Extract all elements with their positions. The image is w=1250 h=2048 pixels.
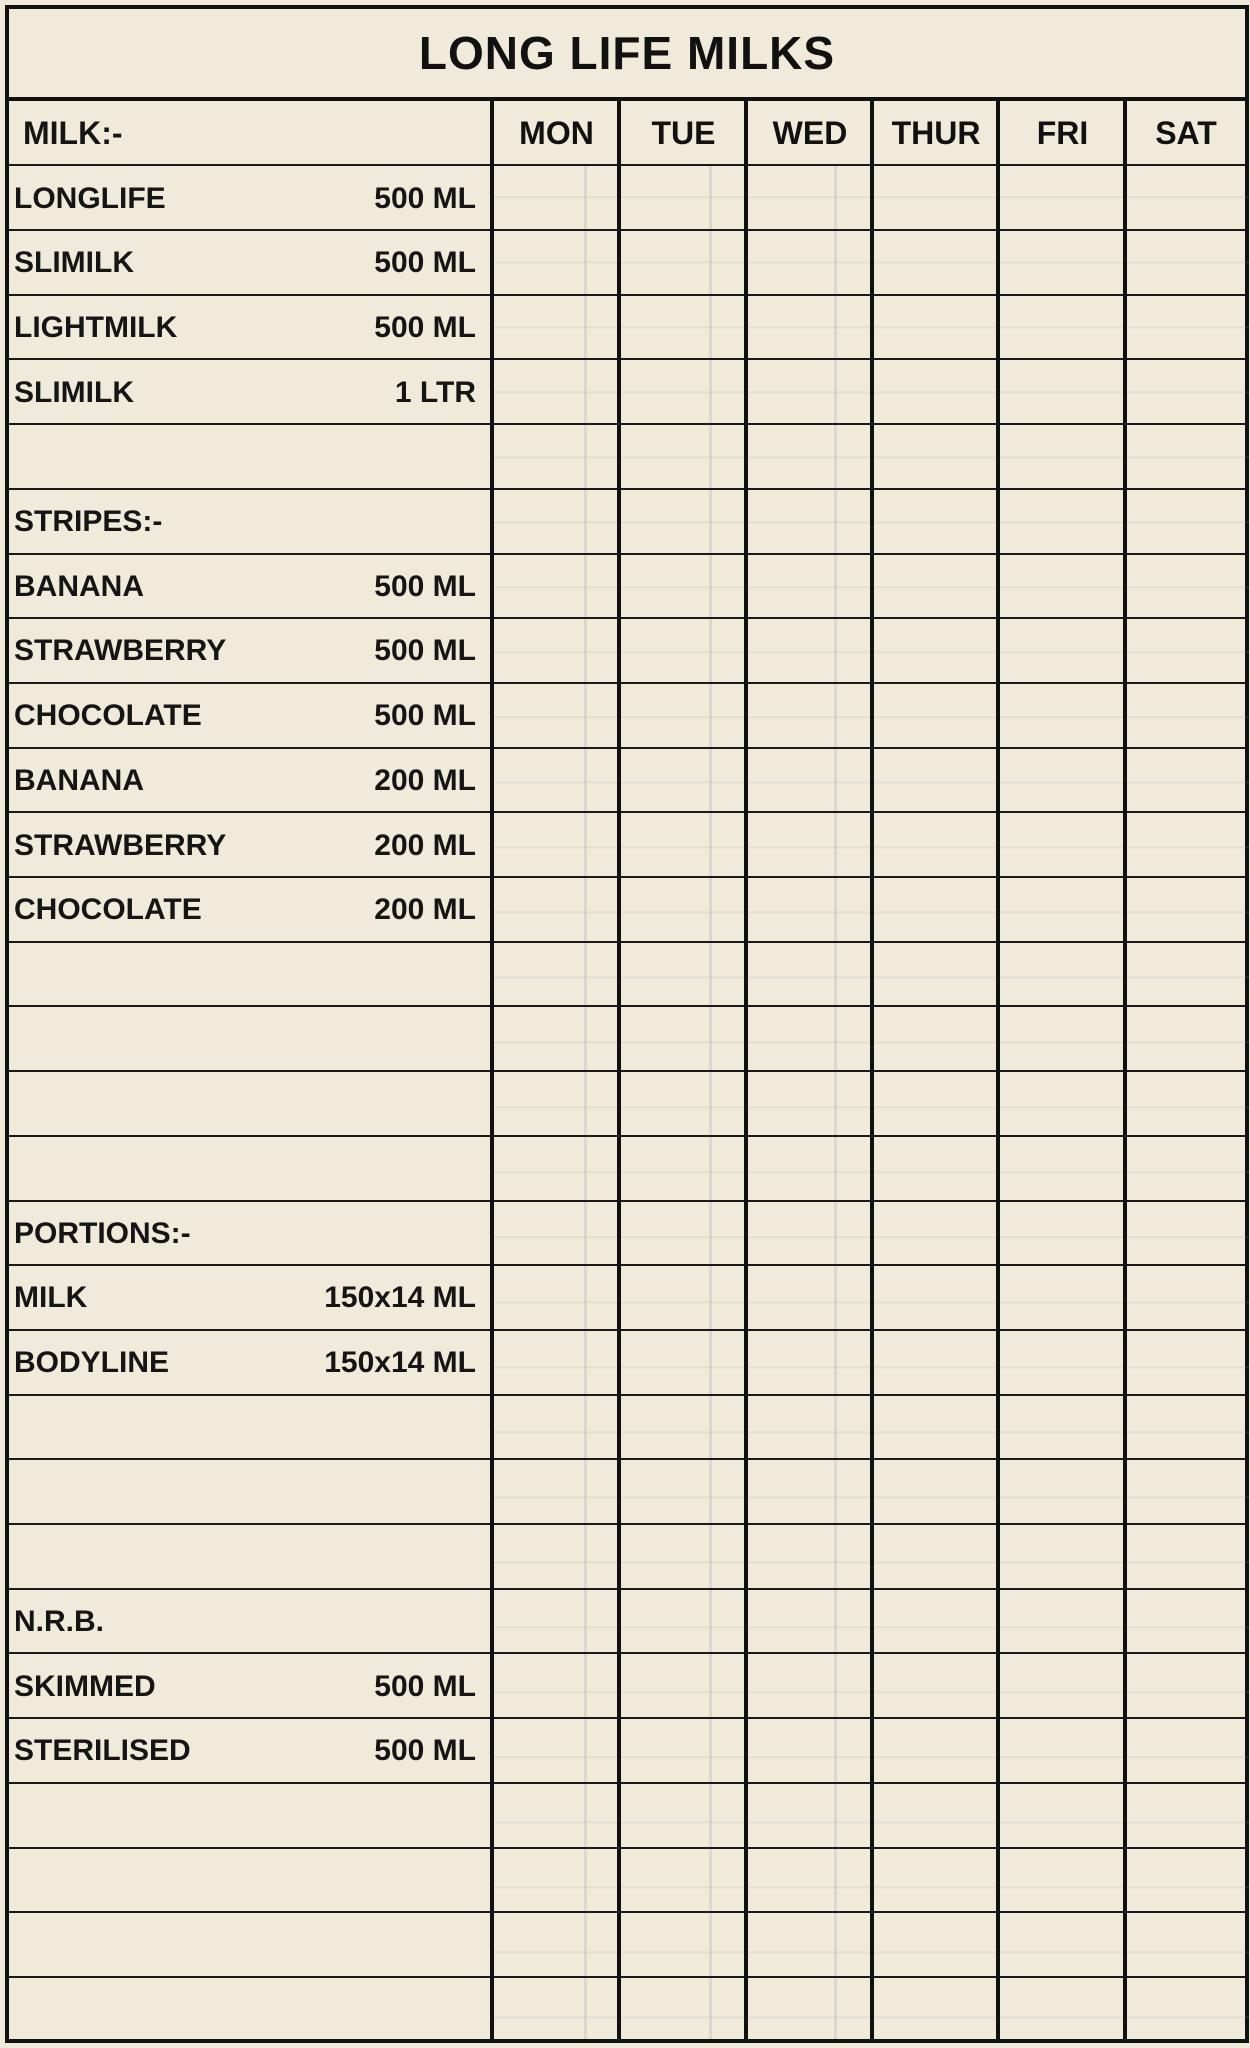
product-name: MILK (14, 1281, 88, 1315)
order-cell-sat[interactable] (1127, 1266, 1245, 1331)
order-cell-mon[interactable] (494, 1137, 617, 1202)
order-cell-sat[interactable] (1127, 1589, 1245, 1654)
order-cell-wed[interactable] (748, 554, 870, 619)
product-row (9, 360, 1245, 425)
order-cell-sat[interactable] (1127, 1072, 1245, 1137)
order-cell-thur[interactable] (874, 1201, 996, 1266)
order-cell-thur[interactable] (874, 748, 996, 813)
order-cell-sat[interactable] (1127, 1007, 1245, 1072)
product-name: LIGHTMILK (14, 310, 178, 344)
order-cell-fri[interactable] (1000, 1331, 1123, 1396)
day-header-sat: SAT (1155, 115, 1217, 151)
product-label-cell (9, 1913, 490, 1978)
order-cell-sat[interactable] (1127, 619, 1245, 684)
product-quantity: 150x14 ML (324, 1346, 476, 1380)
product-quantity: 500 ML (374, 634, 476, 668)
product-label-cell (9, 1072, 490, 1137)
order-cell-wed[interactable] (748, 295, 870, 360)
product-row (9, 748, 1245, 813)
order-cell-mon[interactable] (494, 1007, 617, 1072)
order-cell-mon[interactable] (494, 684, 617, 749)
order-cell-sat[interactable] (1127, 295, 1245, 360)
section-row (9, 1201, 1245, 1266)
product-row (9, 813, 1245, 878)
order-cell-wed[interactable] (748, 1331, 870, 1396)
order-cell-thur[interactable] (874, 1137, 996, 1202)
order-cell-fri[interactable] (1000, 1719, 1123, 1784)
order-cell-fri[interactable] (1000, 684, 1123, 749)
product-quantity: 500 ML (374, 181, 476, 215)
order-cell-tue[interactable] (621, 1978, 744, 2043)
product-row (9, 619, 1245, 684)
product-label-cell (9, 1395, 490, 1460)
order-cell-fri[interactable] (1000, 1395, 1123, 1460)
order-cell-tue[interactable] (621, 1395, 744, 1460)
order-cell-fri[interactable] (1000, 1007, 1123, 1072)
order-cell-thur[interactable] (874, 360, 996, 425)
product-name: BANANA (14, 763, 144, 797)
product-name: STERILISED (14, 1734, 191, 1768)
product-quantity: 200 ML (374, 763, 476, 797)
order-cell-mon[interactable] (494, 1395, 617, 1460)
order-cell-fri[interactable] (1000, 231, 1123, 296)
order-cell-sat[interactable] (1127, 942, 1245, 1007)
blank-row (9, 1460, 1245, 1525)
product-label-cell (9, 1784, 490, 1849)
order-cell-thur[interactable] (874, 942, 996, 1007)
blank-row (9, 1072, 1245, 1137)
order-cell-wed[interactable] (748, 1395, 870, 1460)
order-cell-tue[interactable] (621, 1589, 744, 1654)
day-header-mon: MON (519, 115, 594, 151)
order-cell-wed[interactable] (748, 231, 870, 296)
product-row (9, 878, 1245, 943)
product-name: SLIMILK (14, 246, 134, 280)
order-cell-thur[interactable] (874, 684, 996, 749)
order-cell-thur[interactable] (874, 425, 996, 490)
product-row (9, 1719, 1245, 1784)
order-cell-thur[interactable] (874, 1589, 996, 1654)
blank-row (9, 1913, 1245, 1978)
order-cell-wed[interactable] (748, 748, 870, 813)
order-cell-mon[interactable] (494, 554, 617, 619)
order-cell-mon[interactable] (494, 1072, 617, 1137)
order-cell-mon[interactable] (494, 1913, 617, 1978)
product-name: LONGLIFE (14, 181, 166, 215)
order-cell-fri[interactable] (1000, 942, 1123, 1007)
order-cell-tue[interactable] (621, 1848, 744, 1913)
product-label-cell (9, 1007, 490, 1072)
order-cell-thur[interactable] (874, 1913, 996, 1978)
order-cell-tue[interactable] (621, 166, 744, 231)
order-cell-tue[interactable] (621, 1201, 744, 1266)
order-cell-thur[interactable] (874, 554, 996, 619)
order-cell-sat[interactable] (1127, 360, 1245, 425)
order-cell-wed[interactable] (748, 619, 870, 684)
order-cell-fri[interactable] (1000, 1913, 1123, 1978)
order-cell-fri[interactable] (1000, 619, 1123, 684)
product-quantity: 500 ML (374, 699, 476, 733)
product-label-cell (9, 1978, 490, 2043)
order-cell-tue[interactable] (621, 1266, 744, 1331)
order-cell-fri[interactable] (1000, 166, 1123, 231)
column-divider (996, 101, 1000, 2039)
order-cell-tue[interactable] (621, 1007, 744, 1072)
order-cell-mon[interactable] (494, 942, 617, 1007)
order-cell-tue[interactable] (621, 1654, 744, 1719)
day-header-wed: WED (772, 115, 848, 151)
section-heading: STRIPES:- (14, 505, 163, 538)
order-cell-mon[interactable] (494, 619, 617, 684)
product-label-cell (9, 1460, 490, 1525)
column-divider (744, 101, 748, 2039)
order-cell-thur[interactable] (874, 1331, 996, 1396)
order-cell-wed[interactable] (748, 1784, 870, 1849)
product-row (9, 231, 1245, 296)
order-cell-tue[interactable] (621, 1460, 744, 1525)
order-cell-mon[interactable] (494, 166, 617, 231)
product-row (9, 554, 1245, 619)
order-cell-fri[interactable] (1000, 1589, 1123, 1654)
blank-row (9, 1395, 1245, 1460)
order-cell-thur[interactable] (874, 166, 996, 231)
order-cell-sat[interactable] (1127, 1978, 1245, 2043)
blank-row (9, 1978, 1245, 2043)
title-band (9, 9, 1245, 101)
column-divider (1123, 101, 1127, 2039)
order-cell-mon[interactable] (494, 1654, 617, 1719)
product-label-cell (9, 1525, 490, 1590)
order-cell-fri[interactable] (1000, 425, 1123, 490)
product-label-cell (9, 490, 490, 555)
order-cell-tue[interactable] (621, 1784, 744, 1849)
order-cell-sat[interactable] (1127, 425, 1245, 490)
order-cell-thur[interactable] (874, 1654, 996, 1719)
product-quantity: 500 ML (374, 310, 476, 344)
order-cell-sat[interactable] (1127, 684, 1245, 749)
order-cell-sat[interactable] (1127, 1654, 1245, 1719)
order-cell-tue[interactable] (621, 1331, 744, 1396)
product-label-cell (9, 748, 490, 813)
order-cell-thur[interactable] (874, 490, 996, 555)
product-label-cell (9, 1654, 490, 1719)
product-label-cell (9, 684, 490, 749)
order-cell-sat[interactable] (1127, 554, 1245, 619)
product-label-cell (9, 619, 490, 684)
order-form-sheet (5, 5, 1249, 2043)
order-cell-tue[interactable] (621, 1072, 744, 1137)
order-cell-mon[interactable] (494, 748, 617, 813)
order-cell-tue[interactable] (621, 684, 744, 749)
order-cell-mon[interactable] (494, 490, 617, 555)
product-label-cell (9, 1266, 490, 1331)
blank-row (9, 942, 1245, 1007)
product-label-cell (9, 166, 490, 231)
day-header-tue: TUE (651, 115, 716, 151)
order-cell-mon[interactable] (494, 231, 617, 296)
order-cell-mon[interactable] (494, 1589, 617, 1654)
order-cell-tue[interactable] (621, 554, 744, 619)
order-cell-sat[interactable] (1127, 1525, 1245, 1590)
section-heading: PORTIONS:- (14, 1216, 191, 1250)
order-cell-wed[interactable] (748, 1201, 870, 1266)
order-cell-fri[interactable] (1000, 1201, 1123, 1266)
product-label-cell (9, 942, 490, 1007)
product-label-cell (9, 295, 490, 360)
order-cell-fri[interactable] (1000, 1525, 1123, 1590)
order-cell-mon[interactable] (494, 813, 617, 878)
form-title: LONG LIFE MILKS (418, 27, 836, 79)
order-cell-mon[interactable] (494, 425, 617, 490)
order-cell-tue[interactable] (621, 295, 744, 360)
product-quantity: 1 LTR (394, 375, 476, 409)
order-cell-wed[interactable] (748, 1137, 870, 1202)
product-label-cell (9, 425, 490, 490)
order-cell-thur[interactable] (874, 231, 996, 296)
order-cell-fri[interactable] (1000, 748, 1123, 813)
order-cell-fri[interactable] (1000, 1654, 1123, 1719)
order-cell-tue[interactable] (621, 360, 744, 425)
order-cell-mon[interactable] (494, 1784, 617, 1849)
order-cell-sat[interactable] (1127, 231, 1245, 296)
order-cell-mon[interactable] (494, 1201, 617, 1266)
order-cell-mon[interactable] (494, 1848, 617, 1913)
product-row (9, 1266, 1245, 1331)
order-cell-fri[interactable] (1000, 490, 1123, 555)
day-header-thur: THUR (891, 115, 981, 151)
product-row (9, 1331, 1245, 1396)
order-cell-sat[interactable] (1127, 1395, 1245, 1460)
product-label-cell (9, 1137, 490, 1202)
product-name: CHOCOLATE (14, 699, 202, 733)
order-cell-tue[interactable] (621, 813, 744, 878)
order-cell-sat[interactable] (1127, 166, 1245, 231)
order-cell-wed[interactable] (748, 1007, 870, 1072)
header-row (9, 101, 1245, 166)
product-label-cell (9, 554, 490, 619)
blank-row (9, 1784, 1245, 1849)
product-label-cell (9, 1589, 490, 1654)
order-grid (9, 101, 1245, 2039)
order-cell-sat[interactable] (1127, 1784, 1245, 1849)
order-cell-tue[interactable] (621, 942, 744, 1007)
product-quantity: 500 ML (374, 246, 476, 280)
order-cell-wed[interactable] (748, 942, 870, 1007)
section-label-milk: MILK:- (23, 115, 123, 151)
section-heading: N.R.B. (14, 1604, 104, 1638)
order-cell-mon[interactable] (494, 1460, 617, 1525)
order-cell-wed[interactable] (748, 1266, 870, 1331)
order-cell-mon[interactable] (494, 1525, 617, 1590)
order-cell-tue[interactable] (621, 231, 744, 296)
order-cell-thur[interactable] (874, 1719, 996, 1784)
order-cell-mon[interactable] (494, 1719, 617, 1784)
order-cell-fri[interactable] (1000, 554, 1123, 619)
order-cell-sat[interactable] (1127, 1137, 1245, 1202)
order-cell-mon[interactable] (494, 360, 617, 425)
order-cell-wed[interactable] (748, 813, 870, 878)
order-cell-tue[interactable] (621, 1525, 744, 1590)
order-cell-thur[interactable] (874, 619, 996, 684)
order-cell-thur[interactable] (874, 1460, 996, 1525)
blank-row (9, 1525, 1245, 1590)
product-label-cell (9, 1848, 490, 1913)
order-cell-tue[interactable] (621, 619, 744, 684)
order-cell-wed[interactable] (748, 1719, 870, 1784)
order-cell-sat[interactable] (1127, 1460, 1245, 1525)
product-label-cell (9, 360, 490, 425)
product-label-cell (9, 1719, 490, 1784)
order-cell-fri[interactable] (1000, 813, 1123, 878)
order-cell-fri[interactable] (1000, 360, 1123, 425)
order-cell-fri[interactable] (1000, 1266, 1123, 1331)
order-cell-wed[interactable] (748, 1848, 870, 1913)
order-cell-thur[interactable] (874, 813, 996, 878)
product-row (9, 166, 1245, 231)
column-divider (870, 101, 874, 2039)
product-label-cell (9, 813, 490, 878)
order-cell-fri[interactable] (1000, 295, 1123, 360)
order-cell-fri[interactable] (1000, 1848, 1123, 1913)
product-name: BODYLINE (14, 1346, 170, 1380)
order-cell-sat[interactable] (1127, 1913, 1245, 1978)
product-label-cell (9, 1331, 490, 1396)
order-cell-thur[interactable] (874, 1266, 996, 1331)
order-cell-thur[interactable] (874, 1848, 996, 1913)
order-cell-thur[interactable] (874, 1784, 996, 1849)
product-name: STRAWBERRY (14, 634, 227, 668)
order-cell-wed[interactable] (748, 166, 870, 231)
order-cell-sat[interactable] (1127, 490, 1245, 555)
order-cell-tue[interactable] (621, 878, 744, 943)
order-cell-fri[interactable] (1000, 1137, 1123, 1202)
order-cell-sat[interactable] (1127, 813, 1245, 878)
order-cell-wed[interactable] (748, 360, 870, 425)
order-cell-mon[interactable] (494, 1266, 617, 1331)
product-row (9, 1654, 1245, 1719)
order-cell-sat[interactable] (1127, 748, 1245, 813)
order-cell-tue[interactable] (621, 425, 744, 490)
blank-row (9, 1848, 1245, 1913)
column-divider (490, 101, 494, 2039)
order-cell-wed[interactable] (748, 490, 870, 555)
order-cell-wed[interactable] (748, 1913, 870, 1978)
order-cell-wed[interactable] (748, 1072, 870, 1137)
order-cell-fri[interactable] (1000, 1784, 1123, 1849)
order-cell-wed[interactable] (748, 878, 870, 943)
order-cell-fri[interactable] (1000, 1072, 1123, 1137)
blank-row (9, 1007, 1245, 1072)
column-divider (617, 101, 621, 2039)
order-cell-tue[interactable] (621, 1913, 744, 1978)
order-cell-thur[interactable] (874, 1072, 996, 1137)
order-cell-sat[interactable] (1127, 878, 1245, 943)
order-cell-fri[interactable] (1000, 878, 1123, 943)
product-label-cell (9, 1201, 490, 1266)
order-cell-wed[interactable] (748, 1460, 870, 1525)
product-row (9, 684, 1245, 749)
product-quantity: 200 ML (374, 893, 476, 927)
order-cell-thur[interactable] (874, 1007, 996, 1072)
order-cell-sat[interactable] (1127, 1719, 1245, 1784)
order-cell-wed[interactable] (748, 1589, 870, 1654)
order-cell-tue[interactable] (621, 490, 744, 555)
product-quantity: 500 ML (374, 1734, 476, 1768)
order-cell-wed[interactable] (748, 1654, 870, 1719)
order-cell-thur[interactable] (874, 878, 996, 943)
product-name: CHOCOLATE (14, 893, 202, 927)
product-label-cell (9, 878, 490, 943)
order-cell-mon[interactable] (494, 1331, 617, 1396)
product-quantity: 500 ML (374, 569, 476, 603)
order-cell-mon[interactable] (494, 1978, 617, 2043)
order-cell-sat[interactable] (1127, 1848, 1245, 1913)
product-name: BANANA (14, 569, 144, 603)
order-cell-mon[interactable] (494, 295, 617, 360)
product-label-cell (9, 231, 490, 296)
product-row (9, 295, 1245, 360)
order-cell-thur[interactable] (874, 1395, 996, 1460)
product-name: SLIMILK (14, 375, 134, 409)
order-cell-sat[interactable] (1127, 1201, 1245, 1266)
order-cell-fri[interactable] (1000, 1460, 1123, 1525)
order-cell-tue[interactable] (621, 1719, 744, 1784)
product-name: SKIMMED (14, 1669, 156, 1703)
product-quantity: 150x14 ML (324, 1281, 476, 1315)
order-cell-thur[interactable] (874, 1978, 996, 2043)
order-cell-sat[interactable] (1127, 1331, 1245, 1396)
blank-row (9, 425, 1245, 490)
section-row (9, 490, 1245, 555)
order-cell-wed[interactable] (748, 1978, 870, 2043)
blank-row (9, 1137, 1245, 1202)
order-cell-wed[interactable] (748, 425, 870, 490)
day-header-fri: FRI (1036, 115, 1089, 151)
order-cell-thur[interactable] (874, 1525, 996, 1590)
order-cell-mon[interactable] (494, 878, 617, 943)
product-quantity: 500 ML (374, 1669, 476, 1703)
order-cell-tue[interactable] (621, 1137, 744, 1202)
order-cell-wed[interactable] (748, 684, 870, 749)
order-cell-tue[interactable] (621, 748, 744, 813)
product-name: STRAWBERRY (14, 828, 227, 862)
product-quantity: 200 ML (374, 828, 476, 862)
order-cell-thur[interactable] (874, 295, 996, 360)
order-cell-fri[interactable] (1000, 1978, 1123, 2043)
order-cell-wed[interactable] (748, 1525, 870, 1590)
section-row (9, 1589, 1245, 1654)
